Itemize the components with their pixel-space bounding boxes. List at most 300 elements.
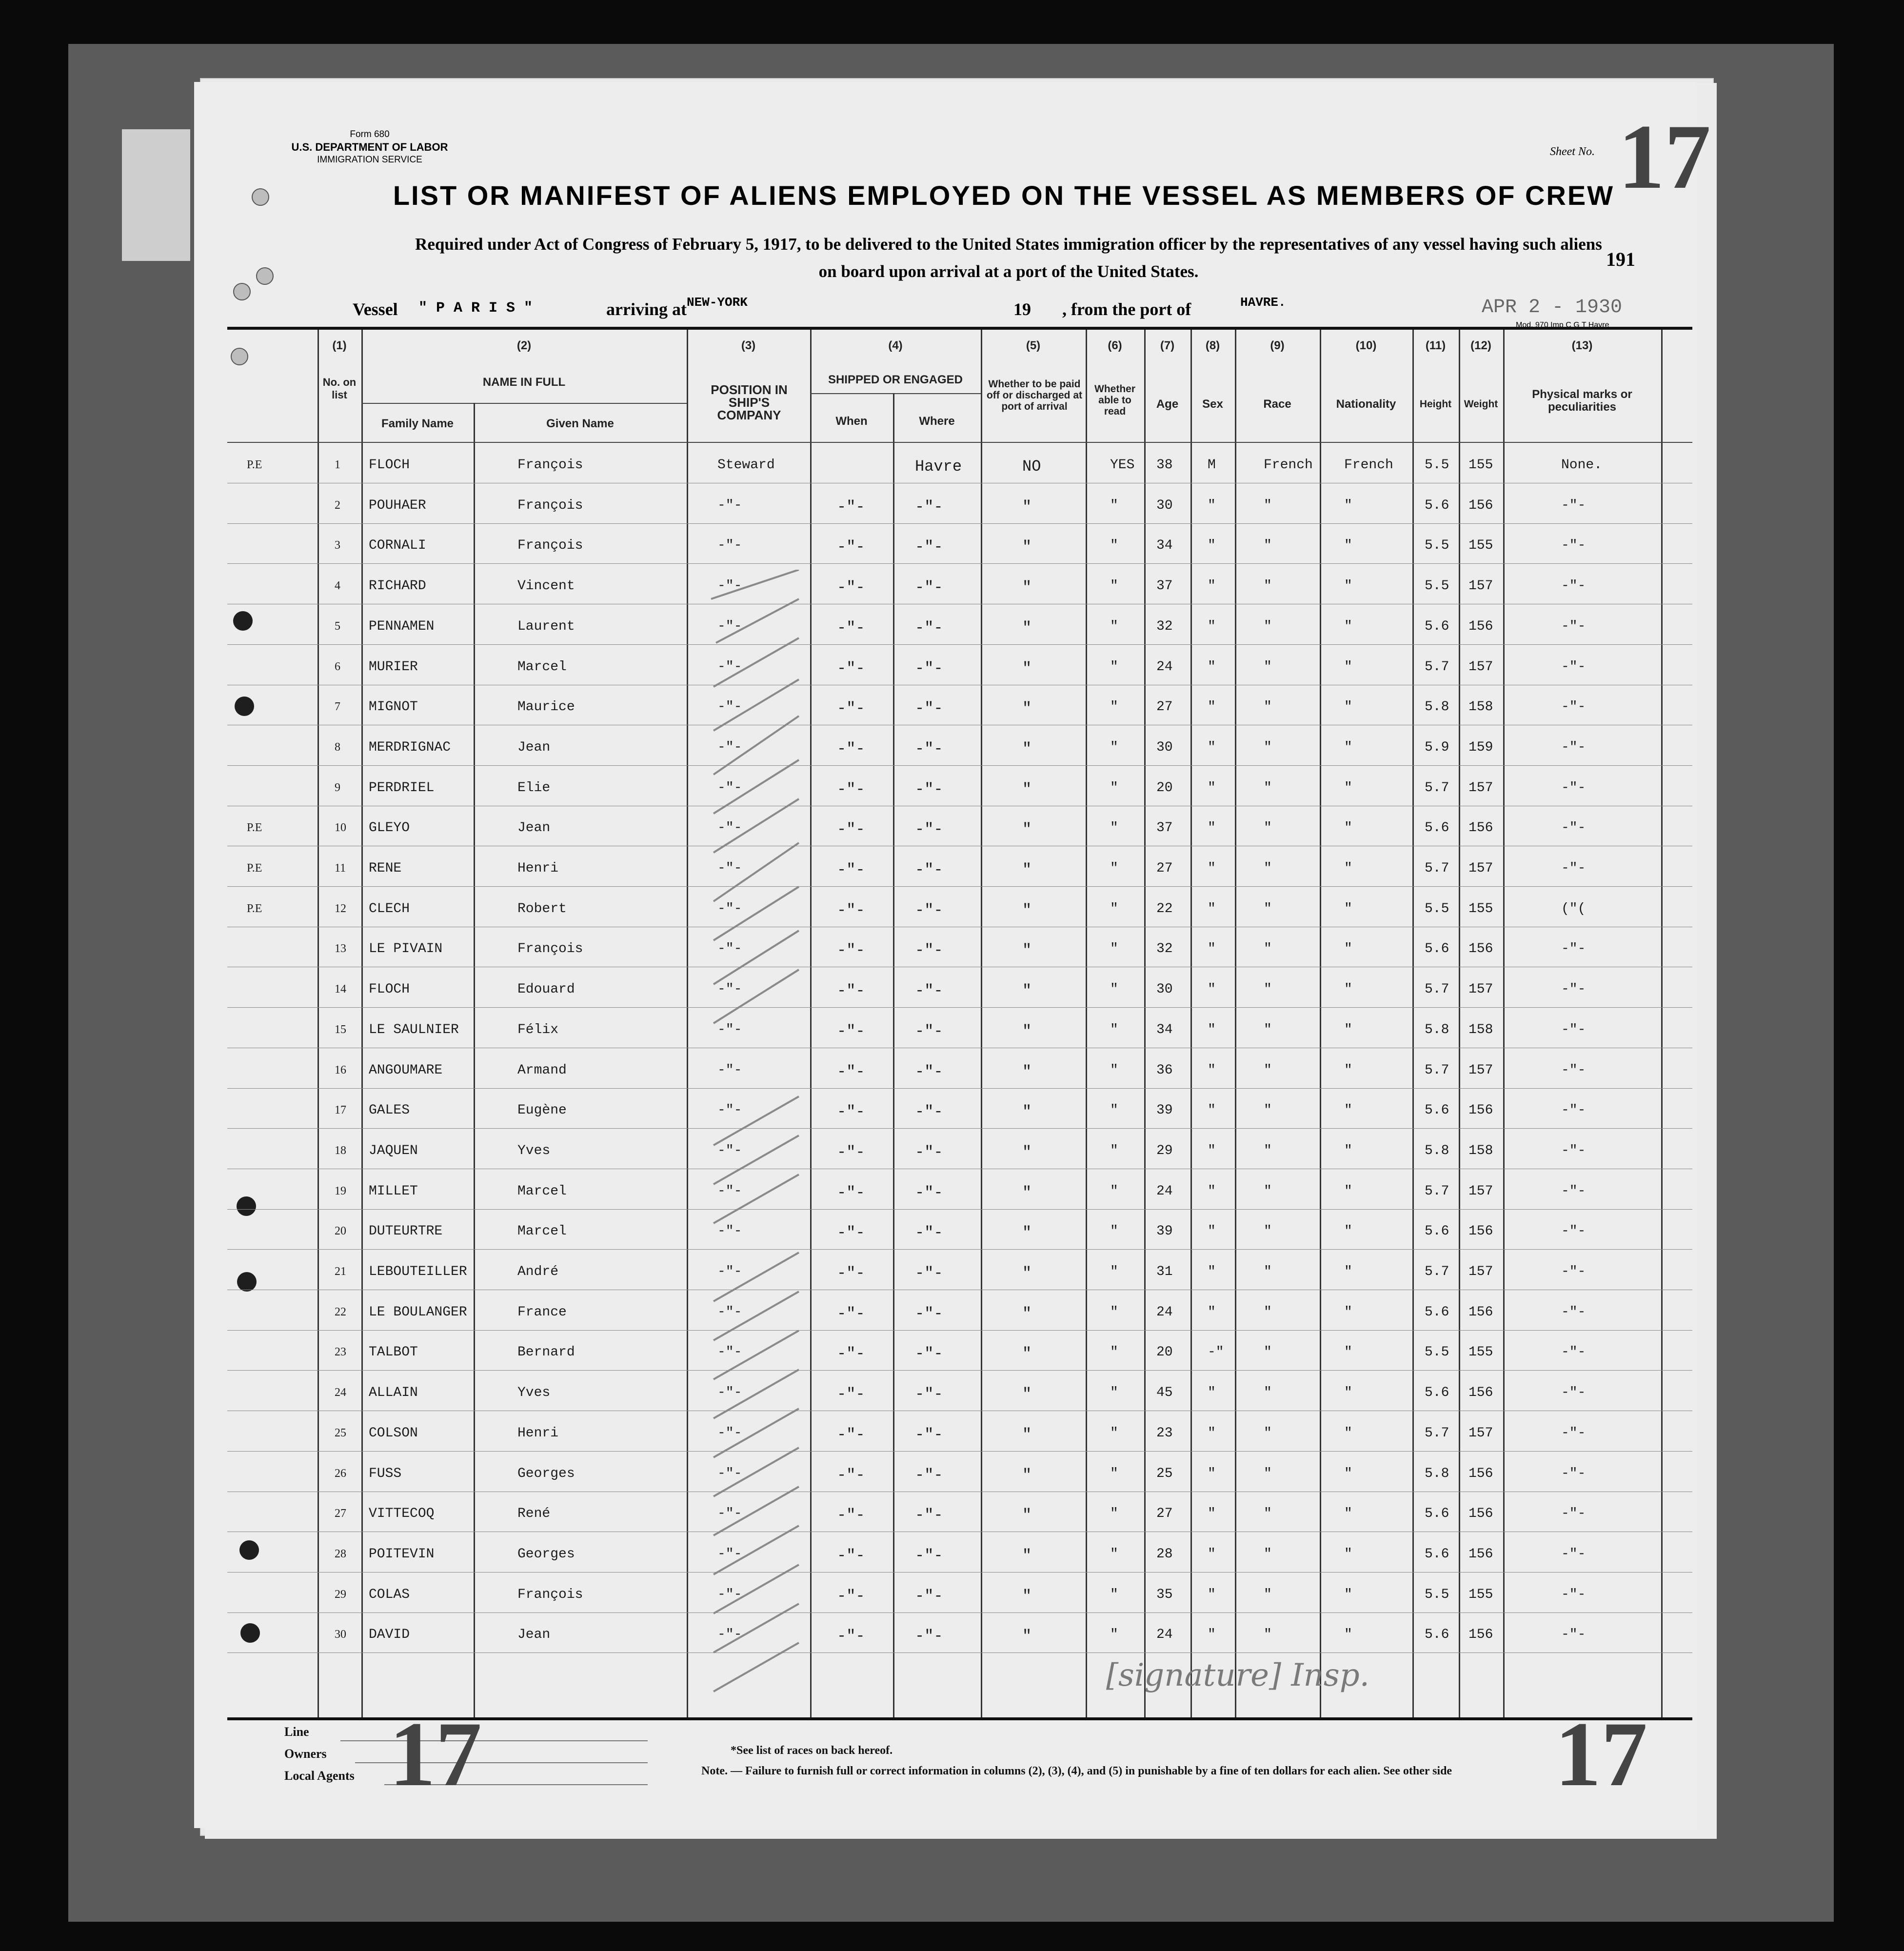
cell-family: LEBOUTEILLER [369,1264,467,1279]
cell-age: 27 [1156,1506,1173,1522]
cell-weight: 157 [1468,659,1493,675]
cell-weight: 156 [1468,820,1493,836]
cell-where: -"- [915,1143,943,1161]
cell-marks: -"- [1561,1304,1586,1320]
cell-weight: 156 [1468,1627,1493,1643]
cell-sex: " [1208,941,1216,957]
table-row [227,483,1692,524]
cell-nationality: " [1344,1224,1352,1239]
cell-marks: -"- [1561,1062,1586,1078]
col1-number: (1) [332,339,347,352]
cell-paid: " [1022,699,1032,718]
cell-height: 5.7 [1425,1264,1449,1279]
cell-weight: 156 [1468,941,1493,957]
cell-where: -"- [915,1183,943,1202]
cell-read: " [1110,901,1118,916]
cell-age: 24 [1156,1627,1173,1643]
table-row [227,1008,1692,1048]
col7-number: (7) [1160,339,1175,352]
cell-nationality: " [1344,498,1352,513]
cell-when: -"- [837,1022,865,1040]
cell-where: -"- [915,1627,943,1646]
cell-when: -"- [837,699,865,718]
cell-race: " [1264,1466,1272,1481]
cell-marks: -"- [1561,820,1586,836]
cell-position: -"- [717,578,742,594]
cell-read: " [1110,941,1118,957]
cell-marks: -"- [1561,1587,1586,1602]
cell-when: -"- [837,659,865,677]
cell-no: 13 [335,942,346,956]
cell-given: André [517,1264,559,1279]
col4-where-header: Where [919,415,955,428]
cell-no: 4 [335,579,340,593]
cell-weight: 158 [1468,1022,1493,1037]
cell-family: MILLET [369,1183,418,1199]
cell-height: 5.7 [1425,659,1449,675]
cell-marks: -"- [1561,659,1586,675]
cell-nationality: " [1344,659,1352,675]
cell-given: François [517,458,583,473]
date-stamp: APR 2 - 1930 [1482,297,1623,319]
cell-where: -"- [915,1385,943,1404]
cell-age: 36 [1156,1062,1173,1078]
cell-paid: " [1022,901,1032,919]
arriving-label: arriving at [606,299,687,319]
col3-number: (3) [741,339,756,352]
cell-where: -"- [915,820,943,839]
cell-nationality: " [1344,1304,1352,1320]
cell-sex: " [1208,1587,1216,1602]
cell-given: Jean [517,739,551,755]
cell-nationality: " [1344,1627,1352,1643]
cell-paid: " [1022,1103,1032,1121]
cell-age: 39 [1156,1103,1173,1118]
arriving-port: NEW-YORK [687,295,748,310]
cell-race: " [1264,941,1272,957]
cell-height: 5.6 [1425,1506,1449,1522]
cell-where: -"- [915,1466,943,1484]
cell-no: 23 [335,1346,346,1359]
cell-given: Félix [517,1022,559,1037]
cell-race: " [1264,498,1272,513]
cell-race: " [1264,780,1272,796]
cell-position: -"- [717,820,742,836]
cell-family: PENNAMEN [369,618,435,634]
cell-no: 24 [335,1386,346,1399]
cell-where: -"- [915,498,943,516]
cell-when: -"- [837,618,865,637]
cell-height: 5.6 [1425,1385,1449,1401]
cell-paid: " [1022,1587,1032,1605]
cell-height: 5.7 [1425,1062,1449,1078]
cell-paid: " [1022,1627,1032,1646]
cell-no: 5 [335,619,340,633]
cell-no: 8 [335,740,340,754]
cell-given: Jean [517,820,551,836]
cell-height: 5.5 [1425,458,1449,473]
cell-nationality: " [1344,820,1352,836]
cell-no: 10 [335,821,346,835]
mod-note: Mod. 970 Imp C G T Havre [1516,321,1609,329]
cell-where: -"- [915,659,943,677]
table-row [227,645,1692,685]
subtitle-line-1: Required under Act of Congress of February 5, 1917, to be delivered to the United States immigration officer by the representatives of any vessel having such aliens [415,235,1602,254]
cell-no: 11 [335,862,346,875]
cell-weight: 158 [1468,1143,1493,1158]
cell-when: -"- [837,578,865,597]
cell-nationality: " [1344,618,1352,634]
cell-weight: 157 [1468,861,1493,876]
cell-age: 24 [1156,659,1173,675]
cell-family: LE PIVAIN [369,941,443,957]
cell-paid: " [1022,578,1032,597]
cell-marks: -"- [1561,498,1586,513]
cell-height: 5.7 [1425,861,1449,876]
cell-read: " [1110,659,1118,675]
cell-sex: " [1208,1022,1216,1037]
col10-header: Nationality [1336,398,1396,411]
cell-family: JAQUEN [369,1143,418,1158]
cell-when: -"- [837,820,865,839]
cell-race: " [1264,1062,1272,1078]
cell-nationality: " [1344,1062,1352,1078]
cell-position: -"- [717,498,742,513]
col2-given-header: Given Name [546,417,614,430]
cell-nationality: " [1344,1466,1352,1481]
cell-nationality: " [1344,1506,1352,1522]
cell-marks: -"- [1561,1466,1586,1481]
cell-mark: P.E [247,862,262,875]
table-row [227,523,1692,564]
cell-weight: 156 [1468,1506,1493,1522]
cell-position: -"- [717,1385,742,1401]
cell-read: " [1110,1304,1118,1320]
cell-nationality: " [1344,1345,1352,1360]
cell-age: 37 [1156,578,1173,594]
cell-nationality: " [1344,780,1352,796]
cell-no: 18 [335,1144,346,1157]
cell-where: -"- [915,1546,943,1565]
cell-where: -"- [915,699,943,718]
cell-when: -"- [837,1103,865,1121]
cell-age: 32 [1156,941,1173,957]
cell-age: 35 [1156,1587,1173,1602]
cell-weight: 159 [1468,739,1493,755]
cell-read: " [1110,1627,1118,1643]
cell-read: " [1110,1103,1118,1118]
cell-when: -"- [837,1304,865,1323]
table-row [227,967,1692,1008]
cell-when: -"- [837,861,865,879]
cell-read: " [1110,1143,1118,1158]
cell-no: 6 [335,660,340,673]
cell-paid: " [1022,1506,1032,1525]
cell-where: -"- [915,1506,943,1525]
cell-weight: 155 [1468,901,1493,916]
penalty-note: Note. — Failure to furnish full or correct information in columns (2), (3), (4), and (5) in punishable by a fine of ten dollars for each alien. See other side [701,1765,1452,1777]
cell-given: Vincent [517,578,575,594]
sheet-number-stamp: 17 [1618,106,1711,208]
cell-sex: " [1208,1466,1216,1481]
cell-paid: " [1022,498,1032,516]
table-row [227,685,1692,725]
cell-age: 34 [1156,1022,1173,1037]
cell-family: MERDRIGNAC [369,739,451,755]
cell-nationality: " [1344,1587,1352,1602]
col12-number: (12) [1470,339,1491,352]
cell-race: " [1264,538,1272,554]
cell-weight: 156 [1468,498,1493,513]
cell-given: Henri [517,1425,559,1441]
cell-given: Jean [517,1627,551,1643]
col5-number: (5) [1026,339,1041,352]
cell-marks: -"- [1561,1103,1586,1118]
cell-where: -"- [915,538,943,557]
cell-no: 3 [335,539,340,552]
cell-race: " [1264,699,1272,715]
cell-when: -"- [837,1425,865,1444]
cell-nationality: " [1344,1103,1352,1118]
cell-no: 2 [335,498,340,512]
cell-where: -"- [915,1304,943,1323]
cell-paid: " [1022,1143,1032,1161]
cell-family: COLAS [369,1587,410,1602]
cell-position: -"- [717,1022,742,1037]
cell-paid: " [1022,1264,1032,1282]
cell-age: 22 [1156,901,1173,916]
inspector-signature: [signature] Insp. [1106,1657,1369,1693]
cell-read: " [1110,1264,1118,1279]
cell-race: " [1264,1183,1272,1199]
cell-paid: " [1022,1425,1032,1444]
cell-no: 7 [335,700,340,714]
cell-age: 24 [1156,1304,1173,1320]
cell-height: 5.6 [1425,1103,1449,1118]
cell-family: POUHAER [369,498,426,513]
table-row [227,1169,1692,1210]
cell-age: 28 [1156,1546,1173,1562]
cell-marks: -"- [1561,1224,1586,1239]
table-body [227,443,1692,1692]
cell-family: MIGNOT [369,699,418,715]
cell-family: CLECH [369,901,410,916]
local-agents-label: Local Agents [284,1769,355,1783]
cell-read: " [1110,538,1118,554]
cell-no: 1 [335,458,340,471]
cell-given: Marcel [517,1183,567,1199]
cell-where: -"- [915,618,943,637]
punch-hole [233,283,251,300]
cell-no: 29 [335,1588,346,1601]
cell-age: 27 [1156,699,1173,715]
cell-no: 14 [335,983,346,996]
cell-where: -"- [915,1103,943,1121]
col11-number: (11) [1425,339,1446,352]
vessel-name: " P A R I S " [418,300,533,317]
cell-height: 5.5 [1425,901,1449,916]
cell-when: -"- [837,1587,865,1605]
cell-height: 5.6 [1425,1224,1449,1239]
cell-when: -"- [837,1183,865,1202]
cell-when: -"- [837,1062,865,1081]
table-row [227,1411,1692,1452]
cell-nationality: " [1344,901,1352,916]
cell-given: Marcel [517,659,567,675]
cell-weight: 157 [1468,578,1493,594]
cell-where: -"- [915,1062,943,1081]
cell-paid: NO [1022,458,1041,476]
cell-height: 5.7 [1425,780,1449,796]
cell-read: " [1110,1345,1118,1360]
cell-weight: 157 [1468,982,1493,997]
cell-no: 30 [335,1628,346,1641]
cell-sex: M [1208,458,1216,473]
cell-age: 24 [1156,1183,1173,1199]
cell-nationality: " [1344,578,1352,594]
cell-height: 5.6 [1425,498,1449,513]
cell-where: -"- [915,1022,943,1040]
table-row [227,1371,1692,1411]
manifest-sheet [194,82,1711,1828]
cell-age: 34 [1156,538,1173,554]
col12-header: Weight [1464,398,1498,410]
footer-stamp-right: 17 [1555,1703,1647,1806]
cell-position: -"- [717,1183,742,1199]
cell-given: Laurent [517,618,575,634]
table-row [227,1209,1692,1250]
cell-read: " [1110,1385,1118,1401]
cell-weight: 156 [1468,1466,1493,1481]
punch-hole [256,267,274,285]
cell-sex: " [1208,659,1216,675]
cell-sex: " [1208,1506,1216,1522]
vessel-label: Vessel [353,299,398,319]
cell-given: Yves [517,1385,551,1401]
cell-weight: 156 [1468,1103,1493,1118]
cell-paid: " [1022,739,1032,758]
cell-paid: " [1022,1183,1032,1202]
cell-family: LE SAULNIER [369,1022,459,1037]
cell-height: 5.5 [1425,1345,1449,1360]
cell-position: -"- [717,1304,742,1320]
sheet-number-handwritten: 191 [1606,248,1635,270]
cell-given: Robert [517,901,567,916]
cell-race: " [1264,1627,1272,1643]
cell-age: 32 [1156,618,1173,634]
col7-header: Age [1156,398,1179,411]
cell-sex: " [1208,578,1216,594]
cell-family: DUTEURTRE [369,1224,443,1239]
table-row [227,766,1692,806]
document-subtitle [301,231,1716,285]
cell-where: -"- [915,739,943,758]
table-row [227,1129,1692,1169]
table-row [227,443,1692,483]
col2-number: (2) [516,339,532,352]
cell-no: 9 [335,781,340,794]
cell-no: 22 [335,1305,346,1318]
cell-no: 15 [335,1023,346,1036]
cell-family: MURIER [369,659,418,675]
cell-position: -"- [717,861,742,876]
cell-position: -"- [717,1224,742,1239]
cell-paid: " [1022,1546,1032,1565]
col6-number: (6) [1108,339,1122,352]
cell-race: " [1264,1304,1272,1320]
cell-marks: -"- [1561,538,1586,554]
cell-marks: -"- [1561,780,1586,796]
cell-sex: " [1208,1385,1216,1401]
adjacent-document-fragment [122,129,190,261]
col9-header: Race [1263,398,1291,411]
cell-position: -"- [717,1506,742,1522]
cell-given: François [517,941,583,957]
cell-given: Eugène [517,1103,567,1118]
cell-weight: 156 [1468,1385,1493,1401]
cell-sex: " [1208,1264,1216,1279]
cell-mark: P.E [247,821,262,835]
col6-header: Whether able to read [1094,383,1135,417]
cell-family: CORNALI [369,538,426,554]
cell-where: -"- [915,982,943,1000]
cell-weight: 156 [1468,1546,1493,1562]
col2-header: NAME IN FULL [482,376,566,389]
cell-race: " [1264,659,1272,675]
cell-paid: " [1022,1345,1032,1363]
cell-height: 5.5 [1425,1587,1449,1602]
cell-age: 20 [1156,780,1173,796]
cell-position: -"- [717,780,742,796]
cell-weight: 156 [1468,1304,1493,1320]
cell-marks: -"- [1561,941,1586,957]
cell-family: FLOCH [369,458,410,473]
cell-when: -"- [837,1627,865,1646]
cell-position: -"- [717,1546,742,1562]
cell-given: Maurice [517,699,575,715]
cell-sex: " [1208,739,1216,755]
col4-when-header: When [835,415,868,428]
cell-read: " [1110,1466,1118,1481]
cell-position: -"- [717,901,742,916]
cell-position: -"- [717,1587,742,1602]
cell-when: -"- [837,1264,865,1282]
cell-sex: " [1208,1062,1216,1078]
table-row [227,846,1692,887]
table-row [227,1250,1692,1290]
document-title: LIST OR MANIFEST OF ALIENS EMPLOYED ON THE VESSEL AS MEMBERS OF CREW [393,180,1615,211]
cell-family: PERDRIEL [369,780,435,796]
cell-mark: P.E [247,458,262,471]
cell-nationality: " [1344,982,1352,997]
cell-sex: " [1208,1143,1216,1158]
punch-hole [252,188,269,206]
cell-where: -"- [915,901,943,919]
cell-where: -"- [915,1264,943,1282]
cell-family: DAVID [369,1627,410,1643]
table-row [227,927,1692,967]
table-row [227,806,1692,846]
cell-marks: -"- [1561,861,1586,876]
header-subrule [810,393,981,394]
cell-position: -"- [717,1425,742,1441]
col8-number: (8) [1205,339,1220,352]
cell-sex: " [1208,1103,1216,1118]
cell-height: 5.7 [1425,982,1449,997]
cell-position: Steward [717,458,775,473]
cell-given: Yves [517,1143,551,1158]
cell-age: 30 [1156,498,1173,513]
